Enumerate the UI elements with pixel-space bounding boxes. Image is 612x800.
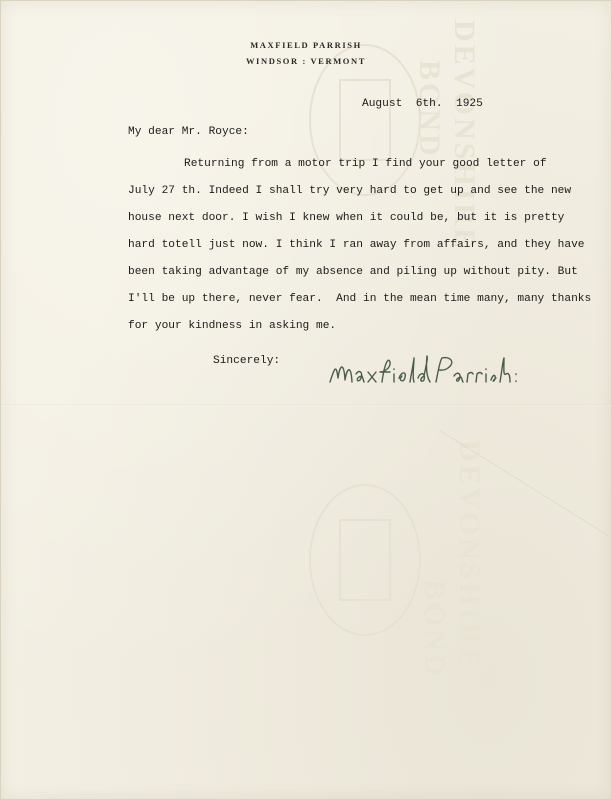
body-line: July 27 th. Indeed I shall try very hard to get up and see the new [128,185,572,197]
body-line: been taking advantage of my absence and piling up without pity. But [128,266,578,278]
body-line: hard totell just now. I think I ran away from affairs, and they have [128,239,585,251]
closing: Sincerely: [213,355,281,367]
body-line: for your kindness in asking me. [128,320,337,332]
body-line: Returning from a motor trip I find your good letter of [184,158,547,170]
svg-text:DEVONSHIRE: DEVONSHIRE [448,20,481,252]
letter-date: August 6th. 1925 [362,98,483,110]
watermark-image [270,0,510,800]
letterhead-place: WINDSOR : VERMONT [245,56,367,66]
salutation: My dear Mr. Royce: [128,126,249,138]
body-line: I'll be up there, never fear. And in the mean time many, many thanks [128,293,592,305]
letterhead-name: MAXFIELD PARRISH [250,40,362,50]
svg-text:BOND: BOND [418,580,451,679]
svg-text:DEVONSHIRE: DEVONSHIRE [453,440,486,672]
body-line: house next door. I wish I knew when it could be, but it is pretty [128,212,565,224]
fold-line [0,404,612,406]
svg-text:BOND: BOND [413,60,446,159]
handwritten-signature [326,352,526,392]
